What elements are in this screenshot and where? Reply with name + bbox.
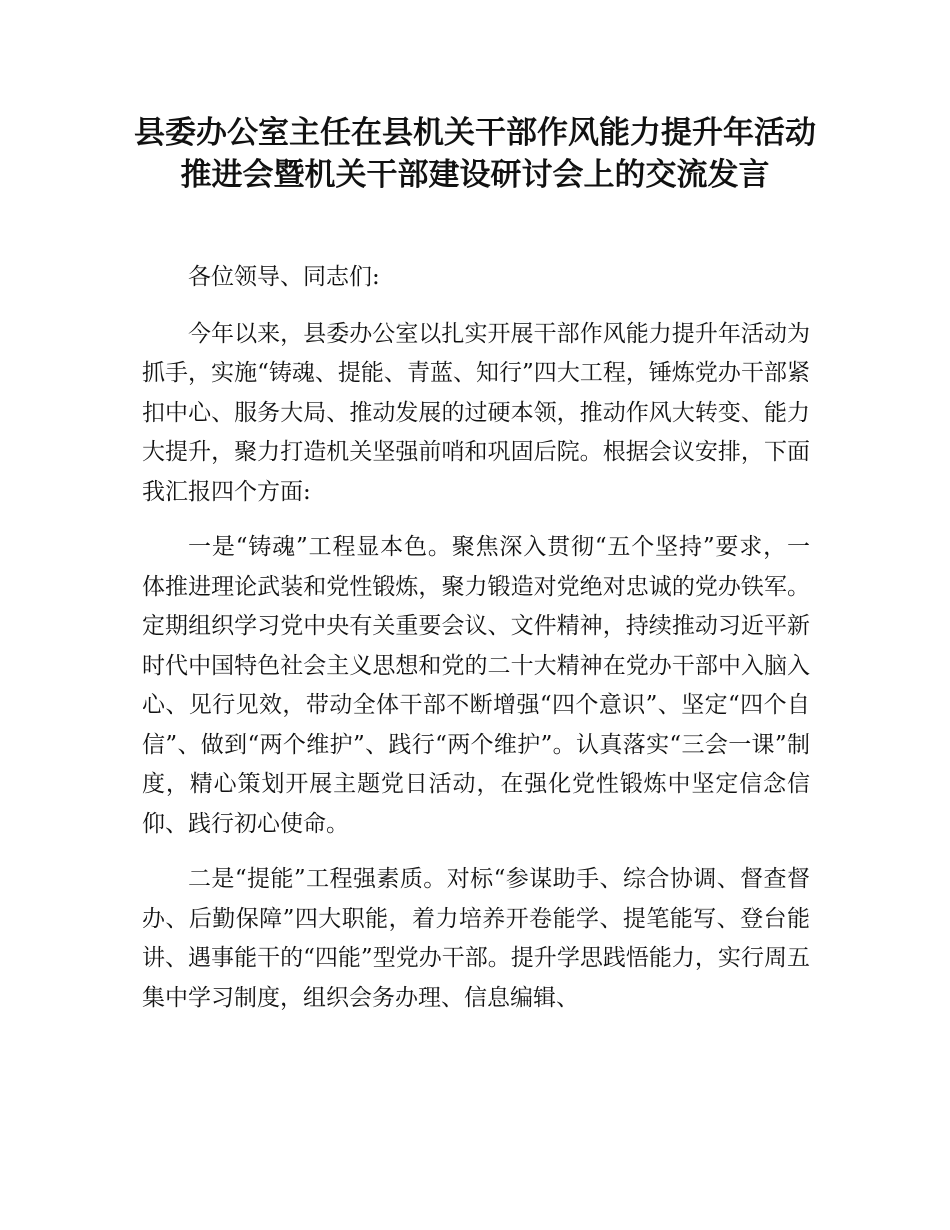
paragraph-tineng: 二是“提能”工程强素质。对标“参谋助手、综合协调、督查督办、后勤保障”四大职能，着力培养开卷能学、提笔能写、登台能讲、遇事能干的“四能”型党办干部。提升学思践悟能力，实行周五集中学习制度，组织会务办理、信息编辑、 [142, 866, 810, 1011]
paragraph-zhuhun: 一是“铸魂”工程显本色。聚焦深入贯彻“五个坚持”要求，一体推进理论武装和党性锻炼，聚力锻造对党绝对忠诚的党办铁军。定期组织学习党中央有关重要会议、文件精神，持续推动习近平新时代中国特色社会主义思想和党的二十大精神在党办干部中入脑入心、见行见效，带动全体干部不断增强“四个意识”、坚定“四个自信”、做到“两个维护”、践行“两个维护”。认真落实“三会一课”制度，精心策划开展主题党日活动，在强化党性锻炼中坚定信念信仰、践行初心使命。 [142, 534, 810, 837]
document-body [142, 258, 810, 1034]
paragraph-intro: 今年以来，县委办公室以扎实开展干部作风能力提升年活动为抓手，实施“铸魂、提能、青蓝、知行”四大工程，锤炼党办干部紧扣中心、服务大局、推动发展的过硬本领，推动作风大转变、能力大提升，聚力打造机关坚强前哨和巩固后院。根据会议安排，下面我汇报四个方面: [142, 320, 810, 505]
document-title: 县委办公室主任在县机关干部作风能力提升年活动推进会暨机关干部建设研讨会上的交流发言 [134, 115, 816, 193]
salutation: 各位领导、同志们: [188, 264, 380, 290]
